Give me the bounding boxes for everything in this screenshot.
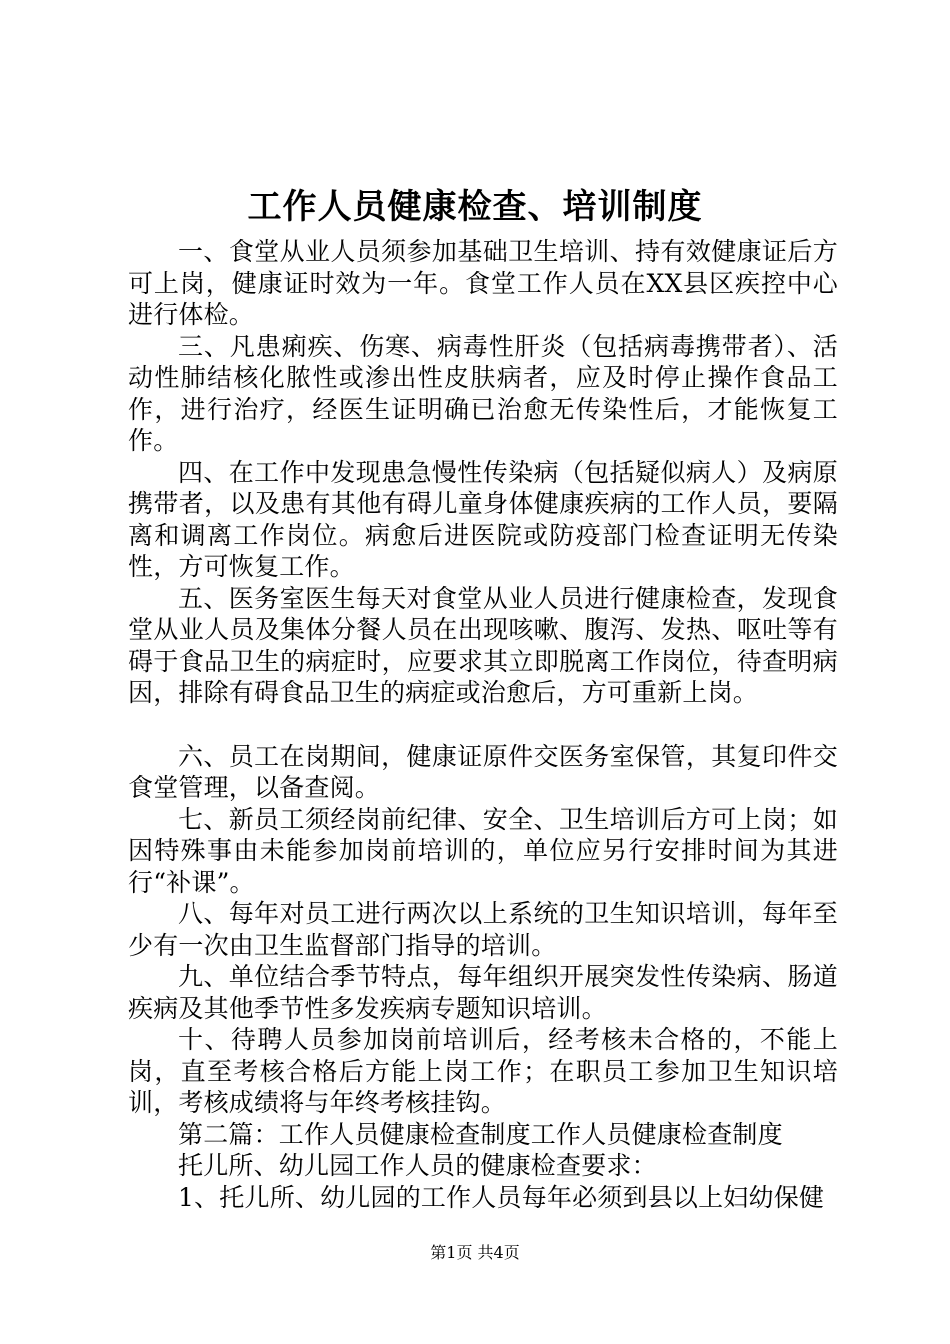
paragraph-9: 九、单位结合季节特点，每年组织开展突发性传染病、肠道疾病及其他季节性多发疾病专题知识培训。 (128, 962, 838, 1023)
paragraph-part-two-1: 1、托儿所、幼儿园的工作人员每年必须到县以上妇幼保健 (178, 1182, 825, 1212)
document-body (128, 236, 838, 1213)
paragraph-6: 六、员工在岗期间，健康证原件交医务室保管，其复印件交食堂管理，以备查阅。 (128, 741, 838, 802)
document-title: 工作人员健康检查、培训制度 (247, 187, 703, 227)
paragraph-10: 十、待聘人员参加岗前培训后，经考核未合格的，不能上岗，直至考核合格后方能上岗工作；在职员工参加卫生知识培训，考核成绩将与年终考核挂钩。 (128, 1025, 838, 1117)
paragraph-1: 一、食堂从业人员须参加基础卫生培训、持有效健康证后方可上岗，健康证时效为一年。食堂工作人员在XX县区疾控中心进行体检。 (128, 237, 838, 329)
section-subheading: 托儿所、幼儿园工作人员的健康检查要求： (178, 1151, 657, 1180)
paragraph-5: 五、医务室医生每天对食堂从业人员进行健康检查，发现食堂从业人员及集体分餐人员在出现咳嗽、腹泻、发热、呕吐等有碍于食品卫生的病症时，应要求其立即脱离工作岗位，待查明病因，排除有碍食品卫生的病症或治愈后，方可重新上岗。 (128, 583, 838, 707)
paragraph-3: 三、凡患痢疾、伤寒、病毒性肝炎（包括病毒携带者）、活动性肺结核化脓性或渗出性皮肤病者，应及时停止操作食品工作，进行治疗，经医生证明确已治愈无传染性后，才能恢复工作。 (128, 331, 838, 455)
section-heading-part-two: 第二篇：工作人员健康检查制度工作人员健康检查制度 (178, 1119, 783, 1149)
paragraph-4: 四、在工作中发现患急慢性传染病（包括疑似病人）及病原携带者，以及患有其他有碍儿童身体健康疾病的工作人员，要隔离和调离工作岗位。病愈后进医院或防疫部门检查证明无传染性，方可恢复工作。 (128, 457, 838, 581)
paragraph-8: 八、每年对员工进行两次以上系统的卫生知识培训，每年至少有一次由卫生监督部门指导的培训。 (128, 899, 838, 960)
page-number-footer: 第1页 共4页 (430, 1243, 520, 1262)
paragraph-7: 七、新员工须经岗前纪律、安全、卫生培训后方可上岗；如因特殊事由未能参加岗前培训的，单位应另行安排时间为其进行“补课”。 (128, 804, 838, 897)
